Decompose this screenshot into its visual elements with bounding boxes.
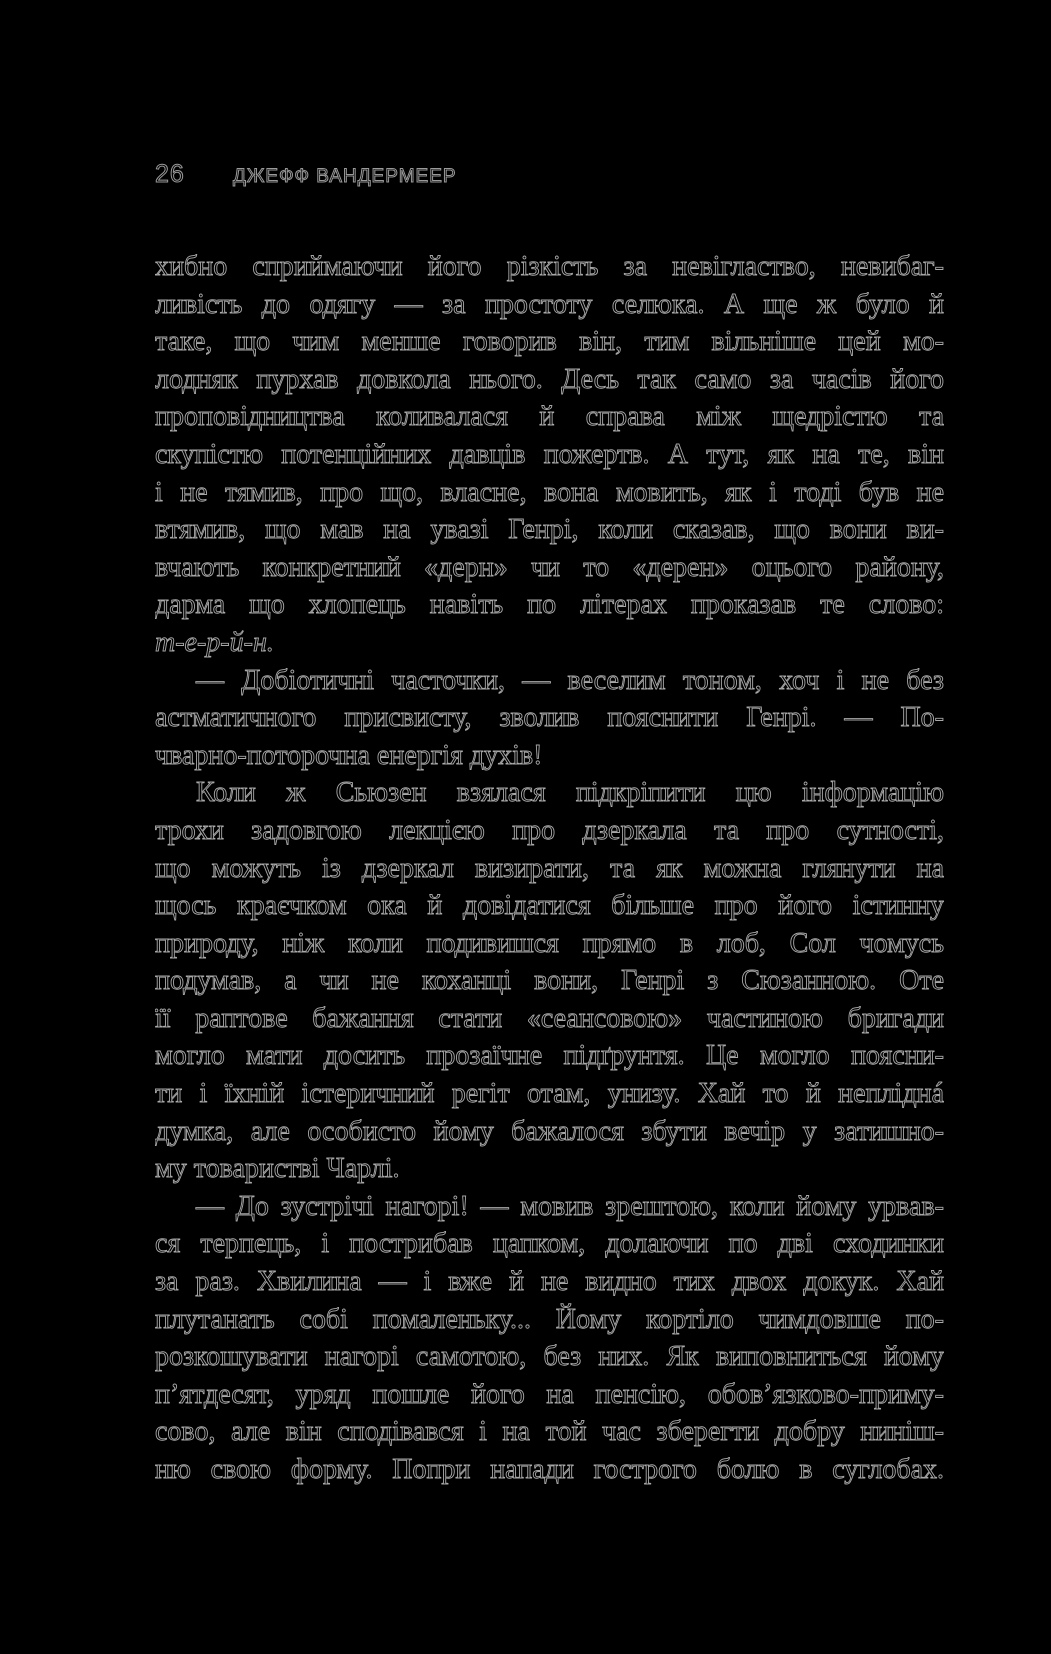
text-line: — Добіотичні часточки, — веселим тоном, хоч і не без [196,664,944,696]
text-line: т-е-р-й-н. [155,626,274,658]
text-line: хибно сприймаючи його різкість за невігластво, невибаг- [155,251,944,282]
text-line: розкошувати нагорі самотою, без них. Як виповниться йому [155,1341,944,1373]
text-line: втямив, що мав на увазі Генрі, коли сказав, що вони ви- [155,514,944,546]
text-line: таке, що чим менше говорив він, тим вільніше цей мо- [155,326,944,358]
text-line: що можуть із дзеркал визирати, та як можна глянути на [155,852,944,884]
text-line: п’ятдесят, уряд пошле його на пенсію, обов’язково-приму- [155,1378,944,1410]
text-line: проповідництва коливалася й справа між щедрістю та [155,401,944,433]
text-line: астматичного присвисту, зволив пояснити Генрі. — По- [155,702,944,734]
text-line: чварно-поторочна енергія духів! [155,739,543,771]
text-line: за раз. Хвилина — і вже й не видно тих двох докук. Хай [155,1266,944,1298]
text-line: дарма що хлопець навіть по літерах проказав те слово: [155,589,944,621]
text-line: лодняк пурхав довкола нього. Десь так само за часів його [155,363,944,395]
text-line: вчають конкретний «дерн» чи то «дерен» оцього району, [155,551,944,583]
text-line: природу, ніж коли подивишся прямо в лоб, Сол чомусь [155,927,944,959]
text-line: ню свою форму. Попри напади гострого болю в суглобах. [155,1454,944,1485]
text-line: і не тямив, про що, власне, вона мовить, як і тоді був не [155,476,944,508]
text-line: могло мати досить прозаїчне підґрунтя. Це могло поясни- [155,1040,944,1072]
text-line: скупістю потенційних давців пожертв. А тут, як на те, він [155,438,944,470]
text-line: — До зустрічі нагорі! — мовив зрештою, коли йому урвав- [196,1190,944,1222]
text-line: подумав, а чи не коханці вони, Генрі з Сюзанною. Оте [155,965,944,997]
text-line: Коли ж Сьюзен взялася підкріпити цю інформацію [196,777,944,809]
text-line: щось краєчком ока й довідатися більше про його істинну [155,890,944,922]
text-line: плутанать собі помаленьку... Йому кортіло чимдовше по- [155,1303,944,1335]
page-number: 26 [155,160,185,188]
text-line: думка, але особисто йому бажалося збути вечір у затишно- [155,1115,944,1147]
text-line: ся терпець, і пострибав цапком, долаючи по дві сходинки [155,1228,944,1260]
text-line: сово, але він сподівався і на той час зберегти добру нинiш- [155,1416,944,1448]
text-line: ливість до одягу — за простоту селюка. А ще ж було й [155,288,944,320]
text-line: трохи задовгою лекцією про дзеркала та про сутності, [155,814,944,846]
body-text [155,248,944,1489]
text-line: му товаристві Чарлі. [155,1153,400,1185]
text-line: її раптове бажання стати «сеансовою» частиною бригади [155,1002,944,1034]
author-name: ДЖЕФФ ВАНДЕРМЕЕР [233,166,457,187]
text-line: ти і їхній істеричний регіт отам, унизу. Хай то й непліднá [155,1078,944,1110]
running-head [155,160,457,190]
